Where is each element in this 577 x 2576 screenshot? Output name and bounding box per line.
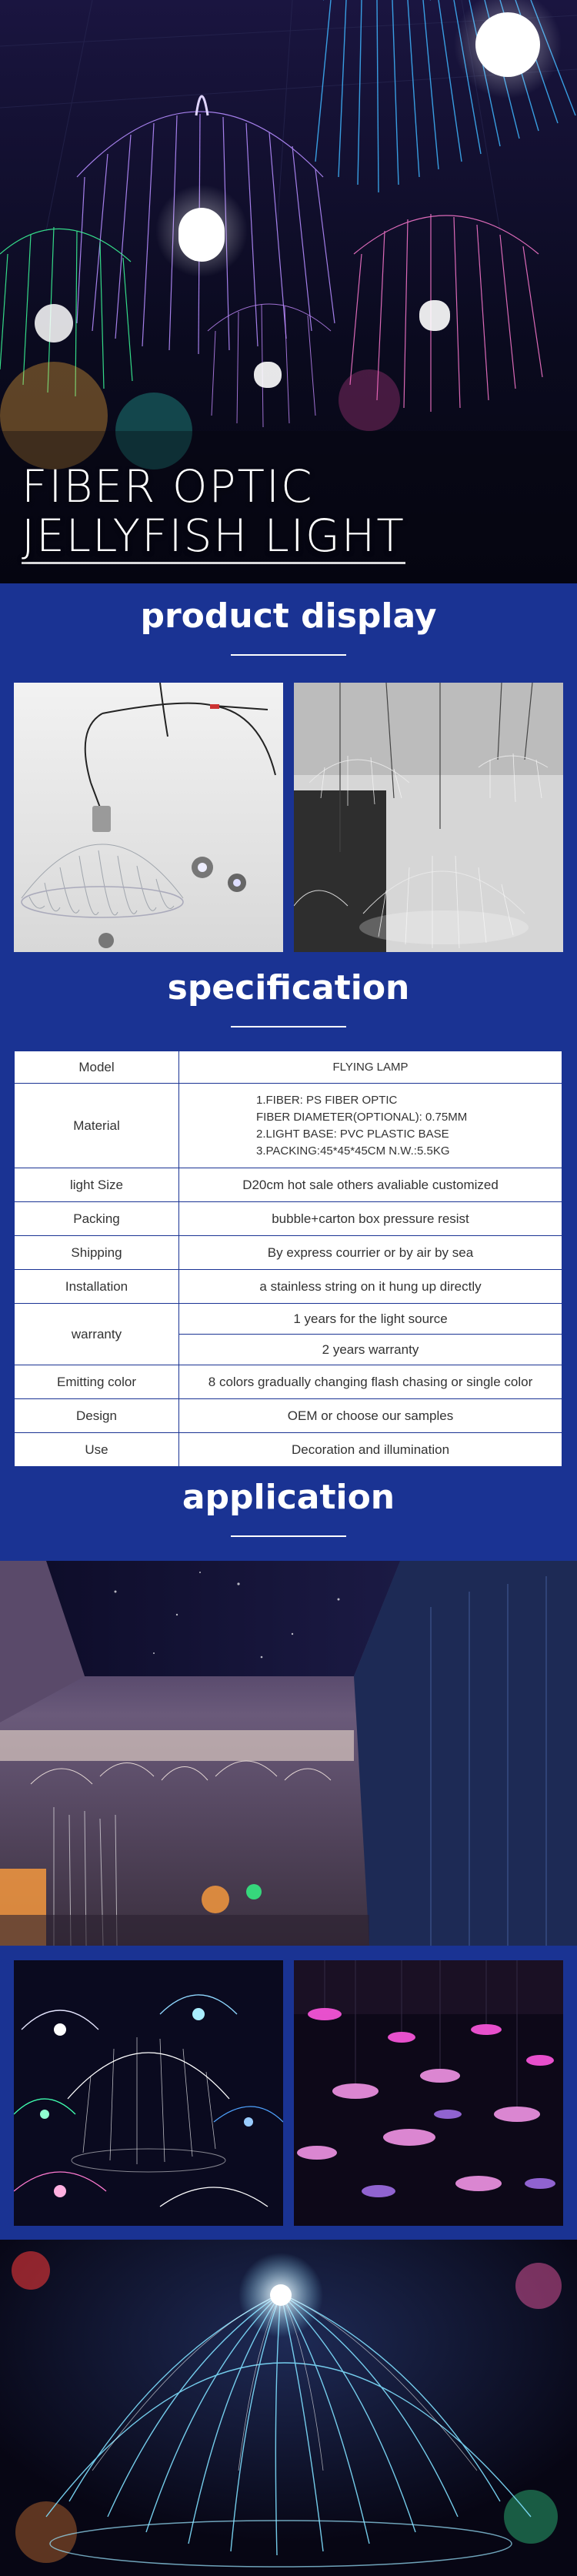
section-title-application: application: [182, 1478, 395, 1517]
table-row: [15, 1236, 562, 1270]
spec-key: Material: [15, 1084, 179, 1168]
material-line: 1.FIBER: PS FIBER OPTIC: [256, 1093, 398, 1107]
table-row: [15, 1304, 562, 1335]
spec-value: OEM or choose our samples: [179, 1399, 562, 1433]
table-row: [15, 1051, 562, 1084]
spec-value-material: [179, 1084, 562, 1168]
product-photo-1: [14, 683, 283, 952]
hero-title-line2: JELLYFISH LIGHT: [22, 511, 405, 564]
spec-key: Emitting color: [15, 1365, 179, 1399]
spec-key: Use: [15, 1433, 179, 1467]
spec-value: bubble+carton box pressure resist: [179, 1202, 562, 1236]
spec-key: warranty: [15, 1304, 179, 1365]
spec-value: FLYING LAMP: [179, 1051, 562, 1084]
product-photo-2: [294, 683, 563, 952]
table-row: [15, 1399, 562, 1433]
material-line: 3.PACKING:45*45*45CM N.W.:5.5KG: [256, 1144, 450, 1158]
section-title-specification: specification: [167, 968, 410, 1007]
section-underline: [231, 1535, 346, 1537]
section-underline: [231, 654, 346, 656]
table-row: [15, 1168, 562, 1202]
application-photo-colorful-1: [14, 1960, 283, 2226]
hero-title-line1: FIBER OPTIC: [22, 460, 314, 513]
hero-banner: [0, 0, 577, 583]
spec-value: 8 colors gradually changing flash chasing or single color: [179, 1365, 562, 1399]
section-title-product-display: product display: [140, 596, 437, 636]
spec-value: By express courrier or by air by sea: [179, 1236, 562, 1270]
spec-key: light Size: [15, 1168, 179, 1202]
spec-value: D20cm hot sale others avaliable customized: [179, 1168, 562, 1202]
application-photo-jellyfish-closeup: [0, 2240, 577, 2576]
spec-key: Installation: [15, 1270, 179, 1304]
spec-key: Design: [15, 1399, 179, 1433]
spec-table: [14, 1051, 562, 1467]
table-row: [15, 1084, 562, 1168]
table-row: [15, 1270, 562, 1304]
table-row: [15, 1202, 562, 1236]
material-line: FIBER DIAMETER(OPTIONAL): 0.75MM: [256, 1110, 468, 1124]
spec-key: Shipping: [15, 1236, 179, 1270]
spec-value: a stainless string on it hung up directly: [179, 1270, 562, 1304]
application-photo-mall: [0, 1561, 577, 1946]
section-underline: [231, 1026, 346, 1027]
spec-value: 2 years warranty: [179, 1335, 562, 1365]
table-row: [15, 1365, 562, 1399]
material-line: 2.LIGHT BASE: PVC PLASTIC BASE: [256, 1127, 449, 1141]
spec-key: Packing: [15, 1202, 179, 1236]
spec-key: Model: [15, 1051, 179, 1084]
spec-value: 1 years for the light source: [179, 1304, 562, 1335]
hero-title: [22, 462, 405, 564]
application-photo-colorful-2: [294, 1960, 563, 2226]
table-row: [15, 1433, 562, 1467]
spec-value: Decoration and illumination: [179, 1433, 562, 1467]
